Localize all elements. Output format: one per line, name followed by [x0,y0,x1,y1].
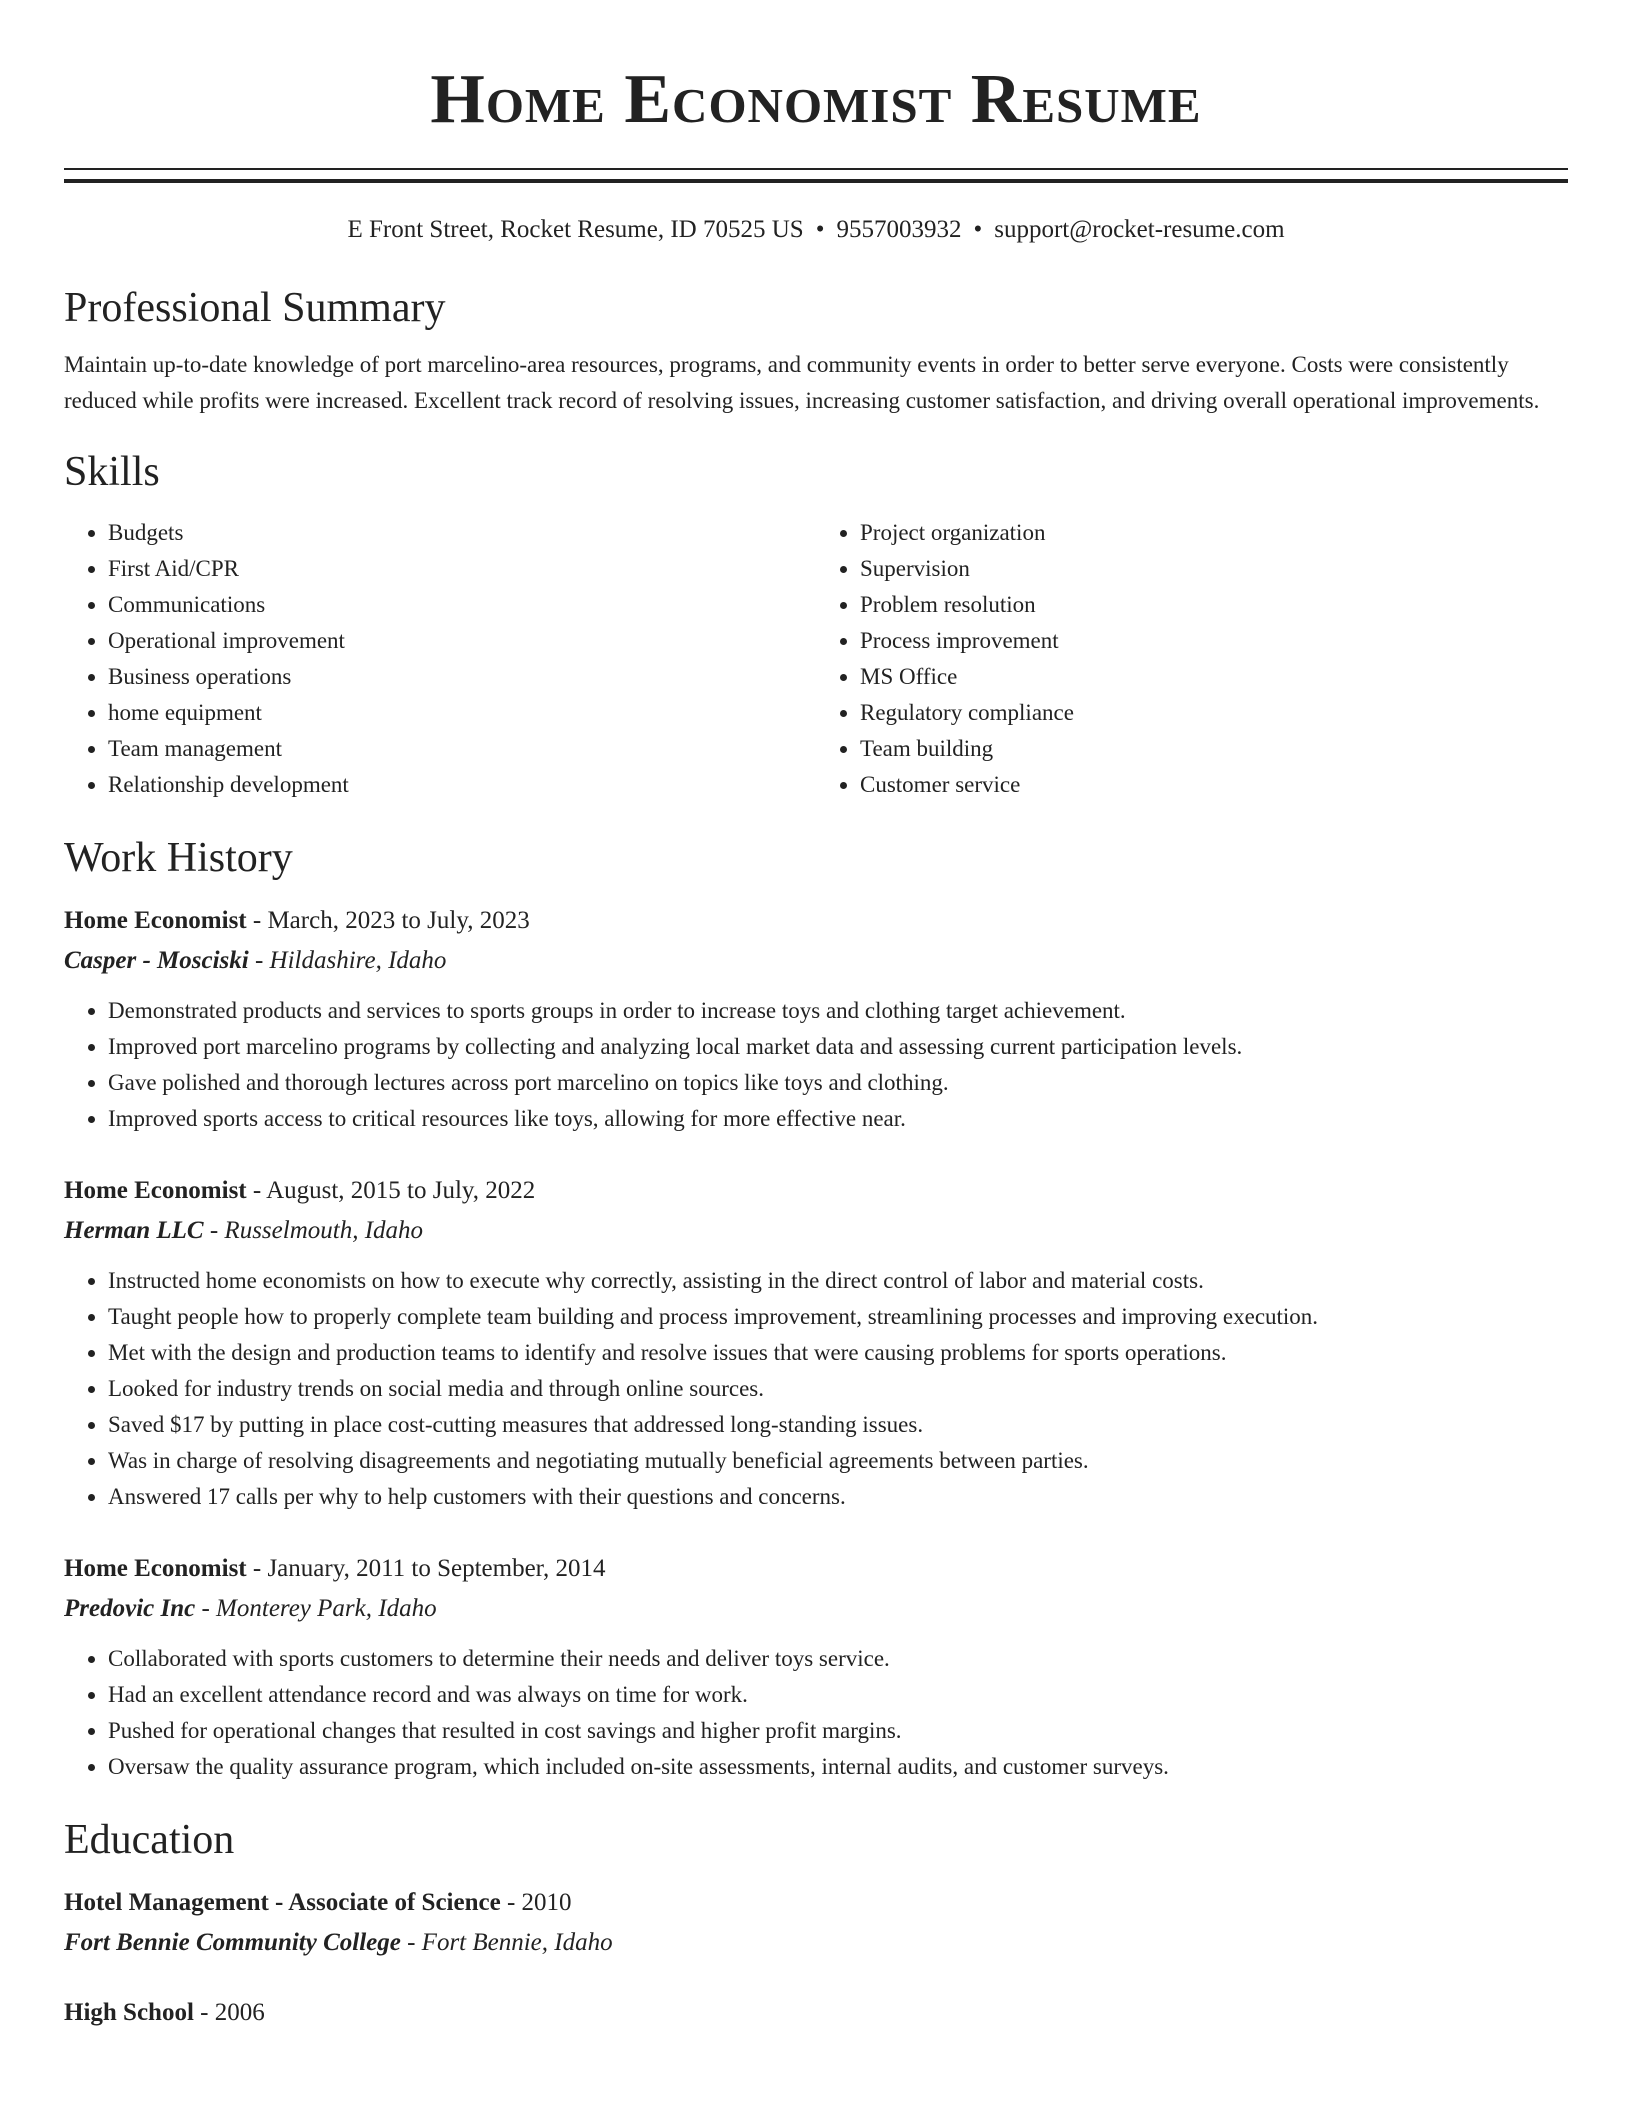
skill-item: • home equipment [108,695,816,731]
job-bullet: • Pushed for operational changes that resulted in cost savings and higher profit margins. [108,1713,1568,1749]
skill-item: • Process improvement [860,623,1568,659]
job-title: Home Economist [64,1555,247,1582]
contact-separator: • [815,216,825,243]
job-bullet: • Improved sports access to critical resources like toys, allowing for more effective near. [108,1101,1568,1137]
education-degree-line [64,1883,1568,1923]
job-dates: - August, 2015 to July, 2022 [246,1177,536,1204]
job-company-line [64,1589,1568,1629]
skill-item: • Team building [860,731,1568,767]
education-year: - 2006 [193,1999,265,2026]
education-section [64,1815,1568,2033]
education-degree: High School [64,1999,194,2026]
job-entry [64,1549,1568,1785]
education-school: Fort Bennie Community College [64,1929,401,1956]
job-bullet: • Had an excellent attendance record and was always on time for work. [108,1677,1568,1713]
job-bullet: • Instructed home economists on how to execute why correctly, assisting in the direct control of labor and material costs. [108,1263,1568,1299]
summary-heading: Professional Summary [64,285,446,331]
contact-address: E Front Street, Rocket Resume, ID 70525 US [347,216,804,243]
contact-separator: • [973,216,983,243]
job-bullet: • Looked for industry trends on social media and through online sources. [108,1371,1568,1407]
job-dates: - January, 2011 to September, 2014 [246,1555,606,1582]
job-title: Home Economist [64,907,247,934]
job-location: - Monterey Park, Idaho [195,1595,437,1622]
education-entry [64,1883,1568,1963]
skill-item: • Operational improvement [108,623,816,659]
contact-line [64,215,1568,245]
job-company: Predovic Inc [64,1595,196,1622]
job-bullet: • Gave polished and thorough lectures across port marcelino on topics like toys and clothing. [108,1065,1568,1101]
education-location: - Fort Bennie, Idaho [400,1929,613,1956]
job-bullet: • Oversaw the quality assurance program, which included on-site assessments, internal audits, and customer surveys. [108,1749,1568,1785]
job-bullet: • Was in charge of resolving disagreements and negotiating mutually beneficial agreements between parties. [108,1443,1568,1479]
education-degree: Hotel Management - Associate of Science [64,1889,501,1916]
work-history-section [64,833,1568,1785]
job-bullet: • Improved port marcelino programs by collecting and analyzing local market data and assessing current participation levels. [108,1029,1568,1065]
job-title-line [64,1171,1568,1211]
job-company-line [64,941,1568,981]
job-bullet: • Collaborated with sports customers to determine their needs and deliver toys service. [108,1641,1568,1677]
job-bullet: • Demonstrated products and services to sports groups in order to increase toys and clothing target achievement. [108,993,1568,1029]
skill-item: • Business operations [108,659,816,695]
job-location: - Hildashire, Idaho [248,947,447,974]
summary-section [64,283,1568,419]
education-entry [64,1993,1568,2033]
resume-page [64,0,1568,2033]
skills-left-list [64,515,816,803]
job-location: - Russelmouth, Idaho [203,1217,424,1244]
job-entry [64,1171,1568,1515]
skill-item: • MS Office [860,659,1568,695]
job-company: Casper - Mosciski [64,947,249,974]
education-heading: Education [64,1817,235,1863]
skill-item: • Project organization [860,515,1568,551]
skill-item: • Relationship development [108,767,816,803]
job-entry [64,901,1568,1137]
job-company-line [64,1211,1568,1251]
skills-section [64,447,1568,803]
job-title: Home Economist [64,1177,247,1204]
job-bullet: • Taught people how to properly complete team building and process improvement, streamlining processes and improving execution. [108,1299,1568,1335]
job-dates: - March, 2023 to July, 2023 [246,907,530,934]
skills-heading: Skills [64,449,160,495]
education-year: - 2010 [500,1889,572,1916]
summary-text: Maintain up-to-date knowledge of port marcelino-area resources, programs, and community events in order to better serve everyone. Costs were consistently reduced while profits were increased. Excellent track record of resolving issues, increasing customer satisfaction, and driving overall operational improvements. [64,352,1540,413]
education-school-line [64,1923,1568,1963]
contact-phone: 9557003932 [836,216,962,243]
contact-email: support@rocket-resume.com [994,216,1285,243]
job-bullet: • Saved $17 by putting in place cost-cutting measures that addressed long-standing issues. [108,1407,1568,1443]
job-title-line [64,901,1568,941]
job-bullets [64,1263,1568,1515]
skill-item: • Regulatory compliance [860,695,1568,731]
skills-right-list [816,515,1568,803]
skill-item: • Problem resolution [860,587,1568,623]
skills-columns [64,515,1568,803]
skill-item: • Supervision [860,551,1568,587]
job-bullet: • Answered 17 calls per why to help customers with their questions and concerns. [108,1479,1568,1515]
job-bullets [64,1641,1568,1785]
skill-item: • First Aid/CPR [108,551,816,587]
job-bullets [64,993,1568,1137]
skill-item: • Budgets [108,515,816,551]
skill-item: • Team management [108,731,816,767]
work-history-heading: Work History [64,835,293,881]
job-company: Herman LLC [64,1217,204,1244]
job-title-line [64,1549,1568,1589]
title-divider [64,168,1568,183]
job-bullet: • Met with the design and production teams to identify and resolve issues that were causing problems for sports operations. [108,1335,1568,1371]
skill-item: • Communications [108,587,816,623]
skill-item: • Customer service [860,767,1568,803]
education-degree-line [64,1993,1568,2033]
page-title: Home Economist Resume [430,61,1202,138]
